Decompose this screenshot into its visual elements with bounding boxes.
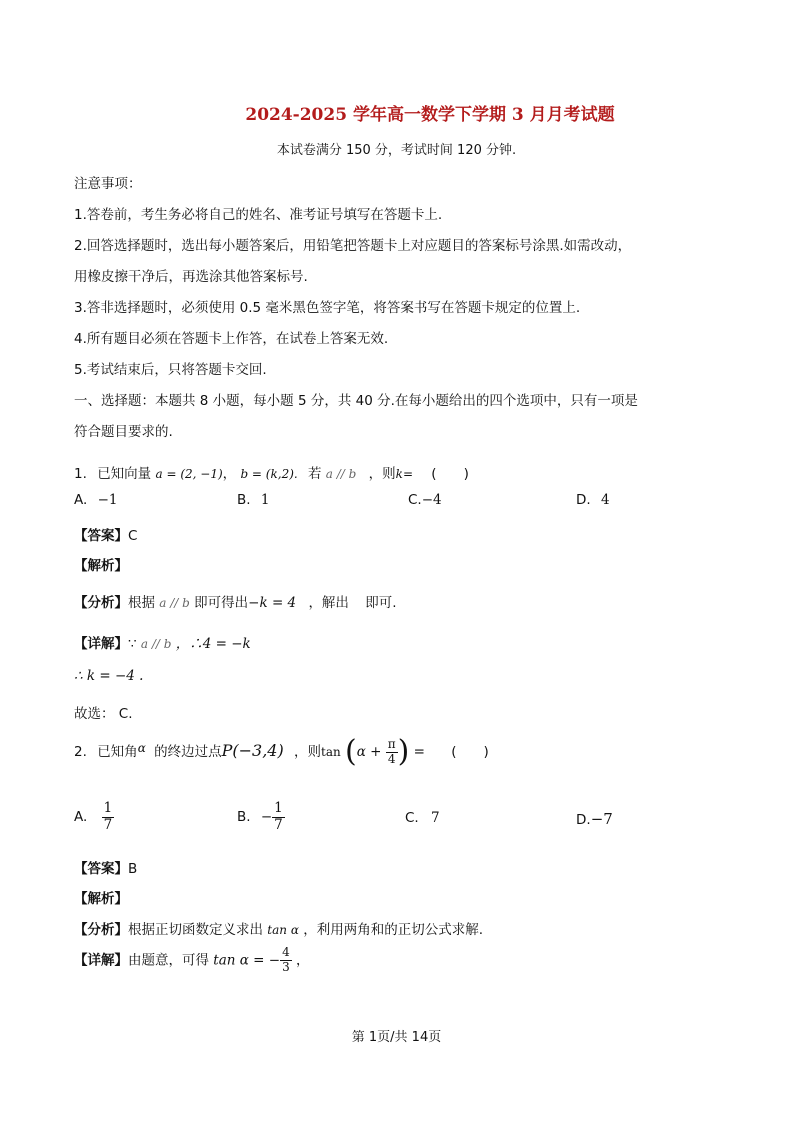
note-item-1: 1.答卷前，考生务必将自己的姓名、准考证号填写在答题卡上. xyxy=(74,207,443,223)
q1-xiangjie: 【详解】∵ a // b ，∴4 = −k xyxy=(74,636,251,652)
vector-a: a = (2, −1) xyxy=(155,467,223,481)
note-item-2-cont: 用橡皮擦干净后，再选涂其他答案标号. xyxy=(74,269,308,285)
note-item-2: 2.回答选择题时，选出每小题答案后，用铅笔把答题卡上对应题目的答案标号涂黑.如需改动， xyxy=(74,238,632,254)
q1-option-b: B. 1 xyxy=(237,492,270,508)
question-number: 2. xyxy=(74,744,87,760)
q2-option-b: B. − $\frac{1}{7}$ xyxy=(237,800,283,833)
question-2-stem: 2. 已知角α 的终边过点P(−3,4) ，则tan (α + $\frac{\pi}{4}$ ) = ( ) xyxy=(74,734,489,769)
note-item-3: 3.答非选择题时，必须使用 0.5 毫米黑色签字笔，将答案书写在答题卡规定的位置上. xyxy=(74,300,581,316)
q1-choose: 故选： C. xyxy=(74,706,133,722)
parallel-condition: a // b xyxy=(325,467,357,481)
q1-option-c: C.−4 xyxy=(408,492,442,508)
question-number: 1. xyxy=(74,466,87,482)
question-1-stem: 1. 已知向量 a = (2, −1)， b = (k,2). 若 a // b ，则k= ( ) xyxy=(74,466,469,482)
q2-option-c: C. 7 xyxy=(405,810,440,826)
page-title: 2024-2025 学年高一数学下学期 3 月月考试题 xyxy=(245,105,615,125)
section-heading-line2: 符合题目要求的. xyxy=(74,424,173,440)
notes-heading: 注意事项： xyxy=(74,176,142,192)
note-item-5: 5.考试结束后，只将答题卡交回. xyxy=(74,362,267,378)
q2-fenxi: 【分析】根据正切函数定义求出 tan α ，利用两角和的正切公式求解. xyxy=(74,922,484,938)
answer-bracket: ( ) xyxy=(451,744,489,760)
q2-analysis-tag: 【解析】 xyxy=(74,891,128,907)
exam-subtitle: 本试卷满分 150 分，考试时间 120 分钟. xyxy=(276,143,517,158)
q1-analysis-tag: 【解析】 xyxy=(74,558,128,574)
q1-option-a: A. −1 xyxy=(74,492,118,508)
q1-answer: 【答案】C xyxy=(74,528,138,544)
answer-bracket: ( ) xyxy=(431,466,469,482)
q1-fenxi: 【分析】根据 a // b 即可得出−k = 4 ，解出 即可. xyxy=(74,595,397,611)
q1-therefore: ∴ k = −4 . xyxy=(74,668,144,684)
q2-option-d: D.−7 xyxy=(576,810,613,828)
page-footer: 第 1页/共 14页 xyxy=(351,1030,442,1045)
note-item-4: 4.所有题目必须在答题卡上作答，在试卷上答案无效. xyxy=(74,331,389,347)
section-heading-line1: 一、选择题：本题共 8 小题，每小题 5 分，共 40 分.在每小题给出的四个选项中，只有一项是 xyxy=(74,393,638,409)
q2-answer: 【答案】B xyxy=(74,861,138,877)
q2-xiangjie: 【详解】由题意，可得 tan α = − $\frac{4}{3}$ ， xyxy=(74,945,310,974)
q2-option-a: A. $\frac{1}{7}$ xyxy=(74,800,113,833)
vector-b: b = (k,2). xyxy=(240,467,298,481)
q1-option-d: D. 4 xyxy=(576,492,610,508)
